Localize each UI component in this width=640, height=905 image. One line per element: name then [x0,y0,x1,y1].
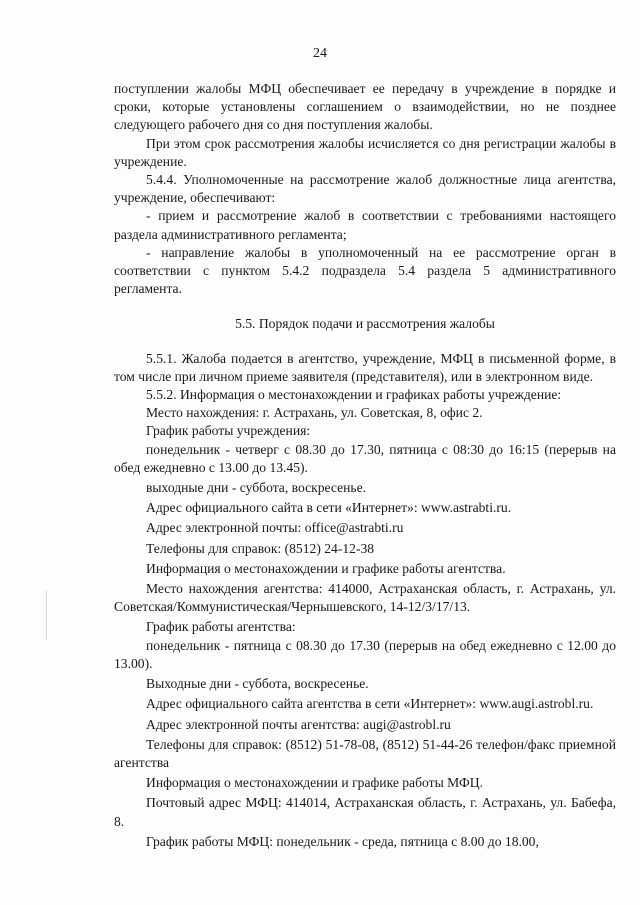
paragraph: При этом срок рассмотрения жалобы исчисляется со дня регистрации жалобы в учреждение. [114,135,616,169]
scan-artifact [46,590,47,640]
paragraph: Место нахождения: г. Астрахань, ул. Советская, 8, офис 2. [146,405,483,421]
section-heading: 5.5. Порядок подачи и рассмотрения жалобы [235,316,495,332]
paragraph: Телефоны для справок: (8512) 51-78-08, (8512) 51-44-26 телефон/факс приемной агентства [114,736,616,770]
paragraph: Адрес электронной почты агентства: augi@astrobl.ru [146,716,451,732]
list-item: - прием и рассмотрение жалоб в соответствии с требованиями настоящего раздела административного регламента; [114,208,616,242]
paragraph: Информация о местонахождении и графике работы МФЦ. [146,775,483,791]
paragraph: понедельник - четверг с 08.30 до 17.30, пятница с 08:30 до 16:15 (перерыв на обед ежедневно с 13.00 до 13.45). [114,441,616,475]
paragraph: Адрес официального сайта в сети «Интернет»: www.astrabti.ru. [146,500,512,516]
paragraph: 5.4.4. Уполномоченные на рассмотрение жалоб должностные лица агентства, учреждение, обеспечивают: [114,172,616,206]
paragraph: Адрес официального сайта агентства в сети «Интернет»: www.augi.astrobl.ru. [146,696,594,712]
paragraph: Место нахождения агентства: 414000, Астраханская область, г. Астрахань, ул. Советская/Коммунистическая/Чернышевского, 14-12/3/17/13. [114,581,616,615]
list-item: - направление жалобы в уполномоченный на ее рассмотрение орган в соответствии с пунктом 5.4.2 подраздела 5.4 раздела 5 административного регламента. [114,244,616,297]
paragraph: 5.5.1. Жалоба подается в агентство, учреждение, МФЦ в письменной форме, в том числе при личном приеме заявителя (представителя), или в электронном виде. [114,350,616,384]
paragraph: Выходные дни - суббота, воскресенье. [146,676,369,692]
paragraph: 5.5.2. Информация о местонахождении и графиках работы учреждение: [146,387,562,403]
paragraph: Почтовый адрес МФЦ: 414014, Астраханская область, г. Астрахань, ул. Бабефа, 8. [114,795,616,829]
paragraph: Адрес электронной почты: office@astrabti.ru [146,520,404,536]
paragraph: График работы агентства: [146,619,296,635]
paragraph: Информация о местонахождении и графике работы агентства. [146,560,506,576]
paragraph: График работы МФЦ: понедельник - среда, пятница с 8.00 до 18.00, [146,833,539,849]
paragraph: График работы учреждения: [146,423,311,439]
paragraph: выходные дни - суббота, воскресенье. [146,480,367,496]
page-number: 24 [313,46,327,61]
paragraph: понедельник - пятница с 08.30 до 17.30 (перерыв на обед ежедневно с 12.00 до 13.00). [114,637,616,671]
paragraph: поступлении жалобы МФЦ обеспечивает ее передачу в учреждение в порядке и сроки, которые установлены соглашением о взаимодействии, но не позднее следующего рабочего дня со дня поступления жалобы. [114,81,616,133]
paragraph: Телефоны для справок: (8512) 24-12-38 [146,540,375,556]
document-body [114,80,616,851]
